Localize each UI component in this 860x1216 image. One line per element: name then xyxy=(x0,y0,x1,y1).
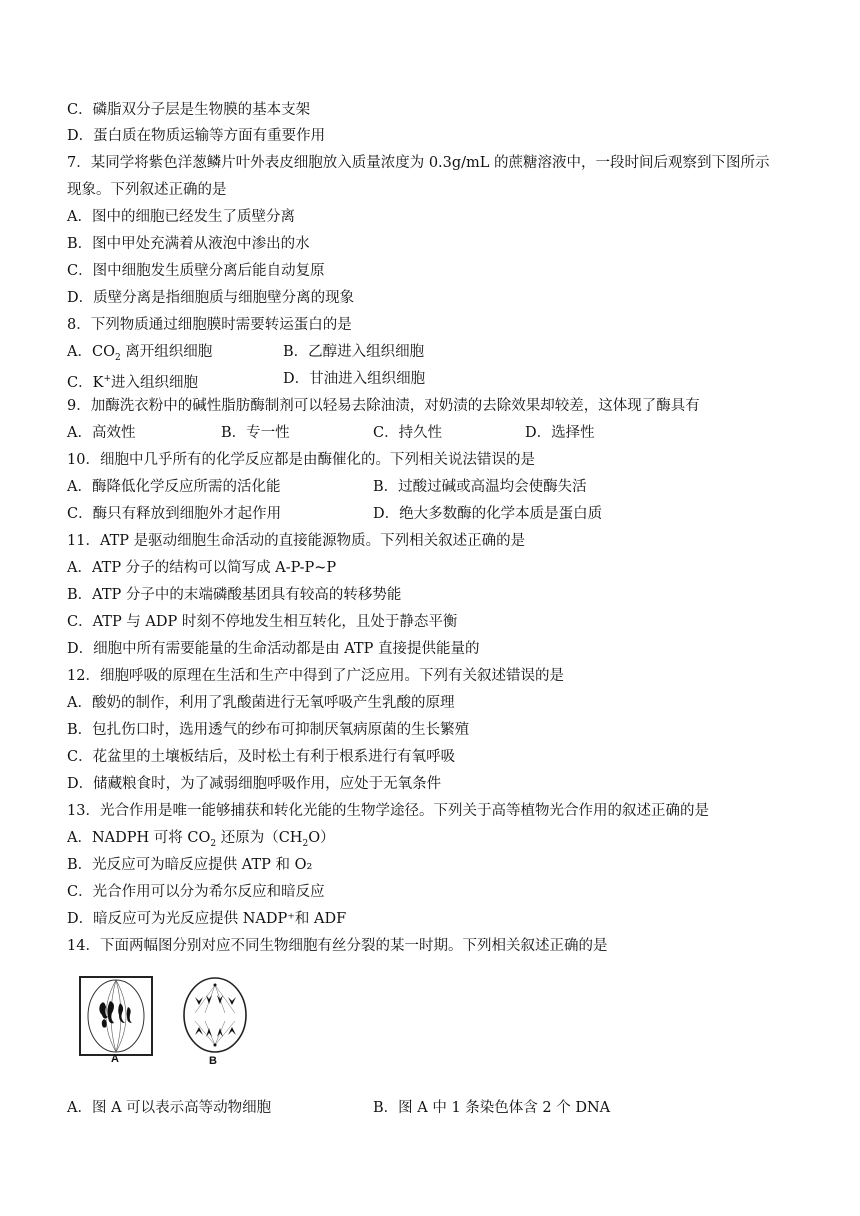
question-11-option-a: A．ATP 分子的结构可以简写成 A-P-P~P xyxy=(67,560,337,576)
question-7-stem: 7．某同学将紫色洋葱鳞片叶外表皮细胞放入质量浓度为 0.3g/mL 的蔗糖溶液中，一段时间后观察到下图所示 xyxy=(67,155,770,171)
question-9-option-d: D．选择性 xyxy=(525,425,595,441)
question-10-option-d: D．绝大多数酶的化学本质是蛋白质 xyxy=(373,506,603,522)
question-11-stem: 11．ATP 是驱动细胞生命活动的直接能源物质。下列相关叙述正确的是 xyxy=(67,533,526,549)
question-12-option-d: D．储藏粮食时，为了减弱细胞呼吸作用，应处于无氧条件 xyxy=(67,776,442,792)
question-8-stem: 8．下列物质通过细胞膜时需要转运蛋白的是 xyxy=(67,317,352,333)
figure-b-label: B xyxy=(209,1055,217,1067)
question-8-option-c: C．K+进入组织细胞 xyxy=(67,374,198,391)
question-12-option-a: A．酸奶的制作，利用了乳酸菌进行无氧呼吸产生乳酸的原理 xyxy=(67,695,455,711)
question-14-stem: 14．下面两幅图分别对应不同生物细胞有丝分裂的某一时期。下列相关叙述正确的是 xyxy=(67,938,608,954)
question-13-option-b: B．光反应可为暗反应提供 ATP 和 O₂ xyxy=(67,857,313,873)
question-9-stem: 9．加酶洗衣粉中的碱性脂肪酶制剂可以轻易去除油渍，对奶渍的去除效果却较差，这体现了酶具有 xyxy=(67,398,700,414)
question-7-option-d: D．质壁分离是指细胞质与细胞壁分离的现象 xyxy=(67,290,355,306)
question-12-option-c: C．花盆里的土壤板结后，及时松土有利于根系进行有氧呼吸 xyxy=(67,749,456,765)
question-7-option-a: A．图中的细胞已经发生了质壁分离 xyxy=(67,209,295,225)
question-10-option-c: C．酶只有释放到细胞外才起作用 xyxy=(67,506,282,522)
question-14-option-b: B．图 A 中 1 条染色体含 2 个 DNA xyxy=(373,1100,611,1116)
question-12-stem: 12．细胞呼吸的原理在生活和生产中得到了广泛应用。下列有关叙述错误的是 xyxy=(67,668,564,684)
question-7-option-c: C．图中细胞发生质壁分离后能自动复原 xyxy=(67,263,325,279)
question-14-option-a: A．图 A 可以表示高等动物细胞 xyxy=(67,1100,272,1116)
question-10-option-b: B．过酸过碱或高温均会使酶失活 xyxy=(373,479,587,495)
question-12-option-b: B．包扎伤口时，选用透气的纱布可抑制厌氧病原菌的生长繁殖 xyxy=(67,722,470,738)
question-13-option-c: C．光合作用可以分为希尔反应和暗反应 xyxy=(67,884,325,900)
question-9-option-a: A．高效性 xyxy=(67,425,136,441)
figure-a-plant-cell xyxy=(78,975,154,1067)
question-8-option-a: A．$CO_2$ 离开组织细胞 xyxy=(67,344,213,363)
question-10-option-a: A．酶降低化学反应所需的活化能 xyxy=(67,479,281,495)
question-13-stem: 13．光合作用是唯一能够捕获和转化光能的生物学途径。下列关于高等植物光合作用的叙述正确的是 xyxy=(67,803,709,819)
figure-a-label: A xyxy=(111,1053,119,1065)
question-9-option-b: B．专一性 xyxy=(221,425,290,441)
question-8-option-b: B．乙醇进入组织细胞 xyxy=(283,344,425,360)
question-8-option-d: D．甘油进入组织细胞 xyxy=(283,371,426,387)
question-11-option-b: B．ATP 分子中的末端磷酸基团具有较高的转移势能 xyxy=(67,587,402,603)
question-13-option-a: A．NADPH 可将 $CO_2$ 还原为$(CH_2O)$ xyxy=(67,830,335,849)
question-9-option-c: C．持久性 xyxy=(373,425,443,441)
text-line-d-protein: D．蛋白质在物质运输等方面有重要作用 xyxy=(67,128,326,144)
text-line-c-membrane: C．磷脂双分子层是生物膜的基本支架 xyxy=(67,102,311,118)
question-11-option-d: D．细胞中所有需要能量的生命活动都是由 ATP 直接提供能量的 xyxy=(67,641,480,657)
question-13-option-d: D．暗反应可为光反应提供 NADP⁺和 ADF xyxy=(67,911,347,927)
question-7-stem-cont: 现象。下列叙述正确的是 xyxy=(67,182,227,198)
question-10-stem: 10．细胞中几乎所有的化学反应都是由酶催化的。下列相关说法错误的是 xyxy=(67,452,535,468)
question-7-option-b: B．图中甲处充满着从液泡中渗出的水 xyxy=(67,236,310,252)
question-11-option-c: C．ATP 与 ADP 时刻不停地发生相互转化，且处于静态平衡 xyxy=(67,614,458,630)
figure-b-animal-cell xyxy=(181,975,249,1067)
